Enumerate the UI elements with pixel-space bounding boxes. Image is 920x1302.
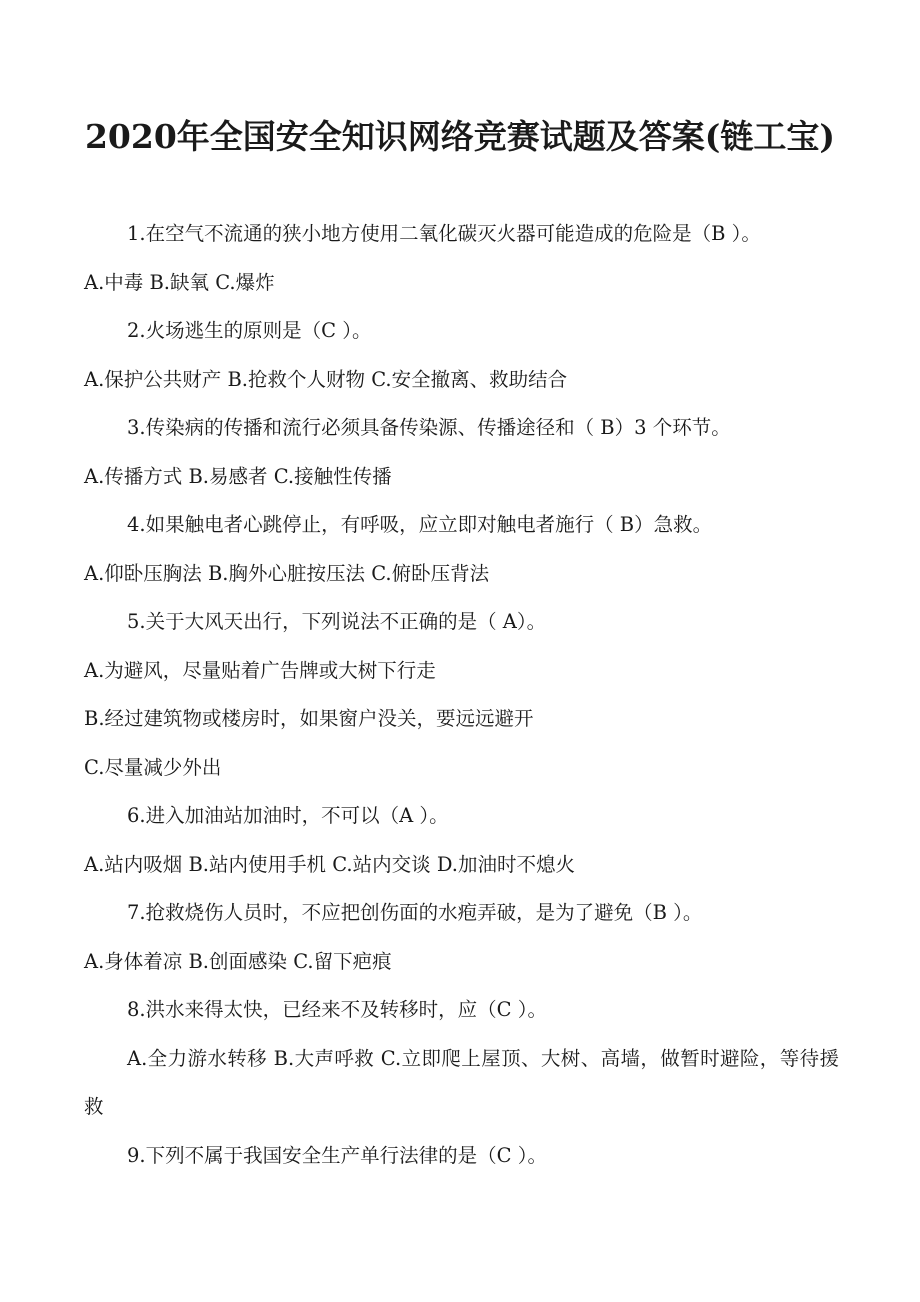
document-title: 2020年全国安全知识网络竞赛试题及答案(链工宝) bbox=[84, 117, 836, 156]
document-body bbox=[84, 210, 839, 1180]
question-5-option-c: C.尽量减少外出 bbox=[84, 755, 222, 779]
question-2: 2.火场逃生的原则是（C ）。 bbox=[127, 319, 372, 342]
question-8: 8.洪水来得太快，已经来不及转移时，应（C ）。 bbox=[127, 998, 547, 1021]
question-5-option-a: A.为避风，尽量贴着广告牌或大树下行走 bbox=[84, 658, 436, 682]
question-7-options: A.身体着凉 B.创面感染 C.留下疤痕 bbox=[84, 949, 392, 973]
question-1: 1.在空气不流通的狭小地方使用二氧化碳灭火器可能造成的危险是（B ）。 bbox=[127, 222, 761, 245]
question-9: 9.下列不属于我国安全生产单行法律的是（C ）。 bbox=[127, 1143, 547, 1167]
question-6-options: A.站内吸烟 B.站内使用手机 C.站内交谈 D.加油时不熄火 bbox=[84, 852, 575, 876]
question-4: 4.如果触电者心跳停止，有呼吸，应立即对触电者施行（ B）急救。 bbox=[127, 513, 713, 536]
question-1-options: A.中毒 B.缺氧 C.爆炸 bbox=[84, 270, 275, 294]
question-5-option-b: B.经过建筑物或楼房时，如果窗户没关，要远远避开 bbox=[84, 707, 534, 730]
question-5: 5.关于大风天出行，下列说法不正确的是（ A）。 bbox=[127, 610, 547, 633]
question-8-options: A.全力游水转移 B.大声呼救 C.立即爬上屋顶、大树、高墙，做暂时避险，等待援救 bbox=[84, 1046, 839, 1118]
question-3-options: A.传播方式 B.易感者 C.接触性传播 bbox=[84, 464, 392, 488]
question-7: 7.抢救烧伤人员时，不应把创伤面的水疱弄破，是为了避免（B ）。 bbox=[127, 901, 703, 924]
question-2-options: A.保护公共财产 B.抢救个人财物 C.安全撤离、救助结合 bbox=[84, 367, 568, 391]
question-4-options: A.仰卧压胸法 B.胸外心脏按压法 C.俯卧压背法 bbox=[84, 561, 490, 585]
question-6: 6.进入加油站加油时，不可以（A ）。 bbox=[127, 804, 449, 827]
question-3: 3.传染病的传播和流行必须具备传染源、传播途径和（ B）3 个环节。 bbox=[127, 416, 731, 439]
